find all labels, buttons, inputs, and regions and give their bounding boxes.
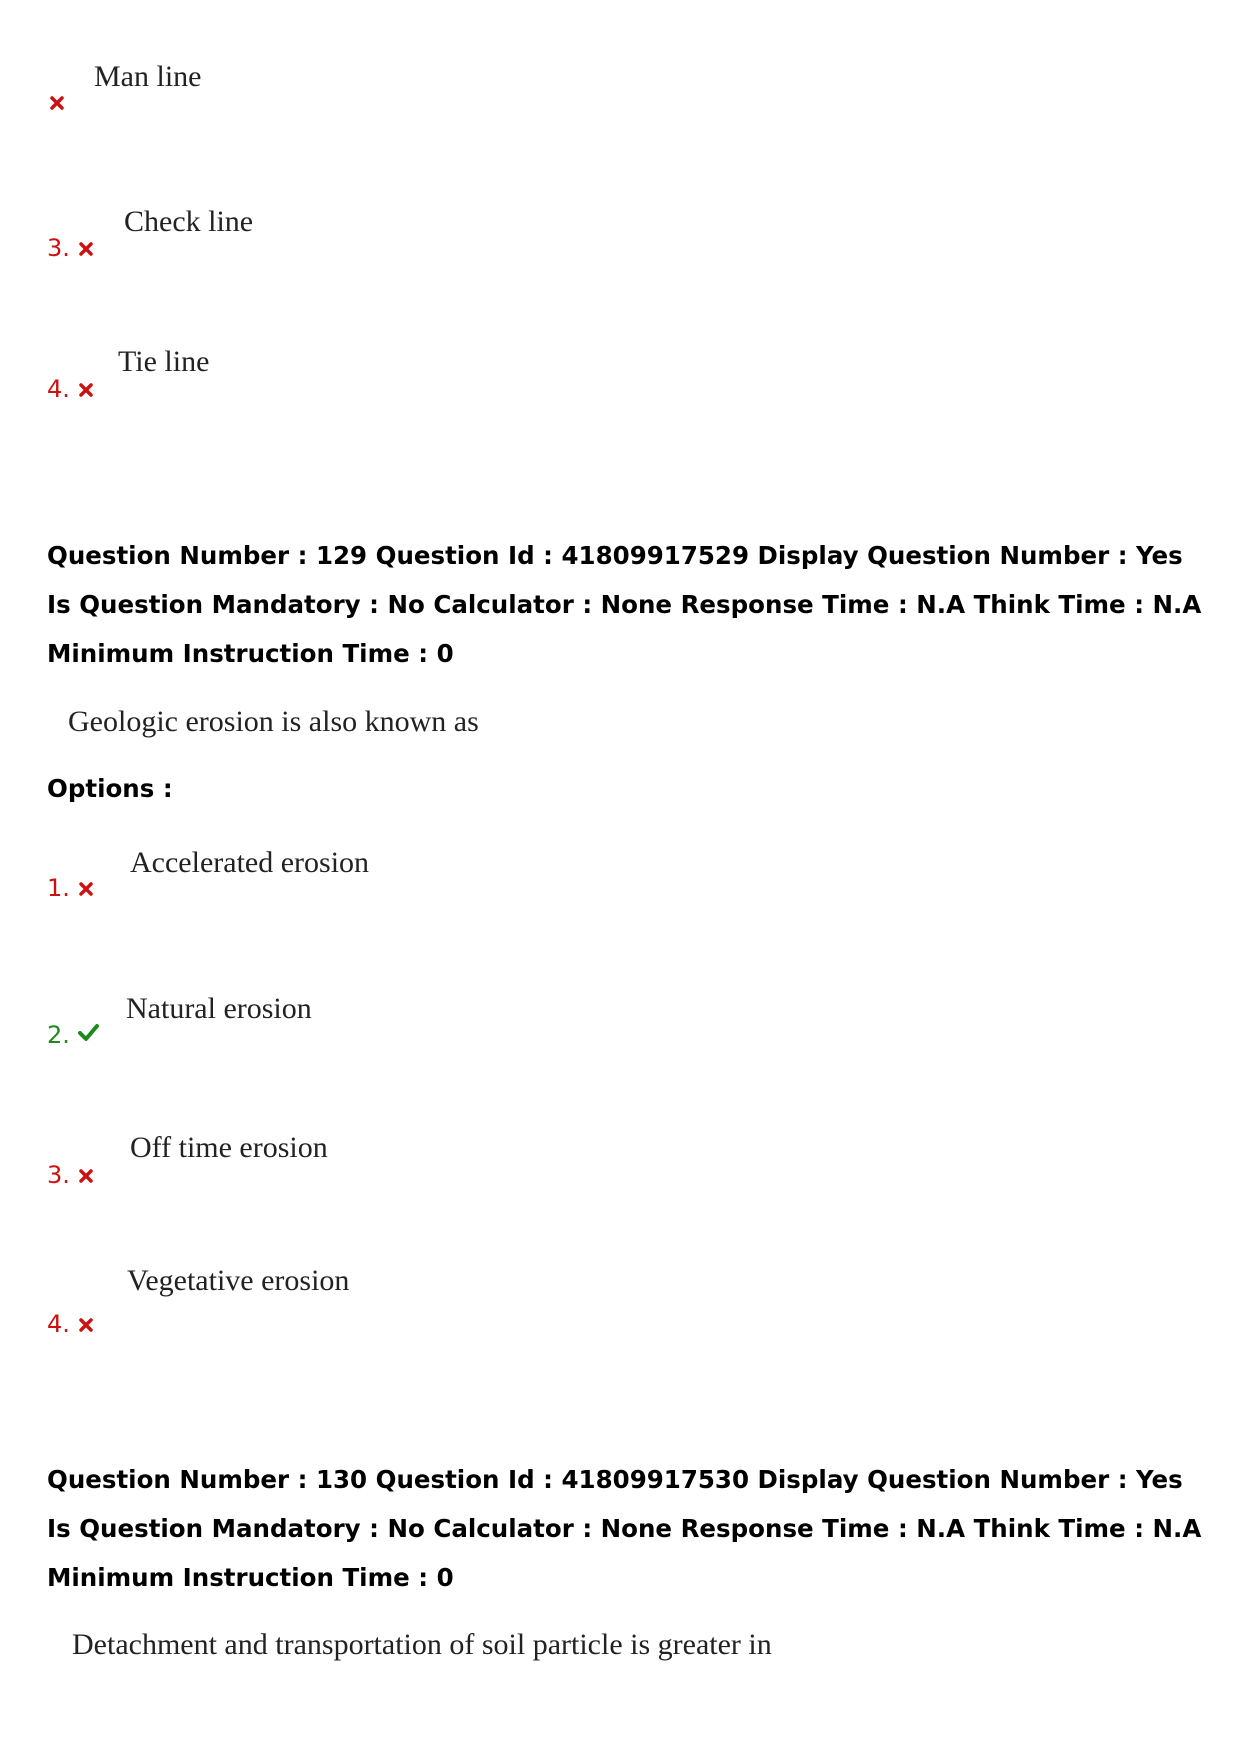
option-text: Accelerated erosion — [130, 846, 370, 879]
option-number: 1. — [47, 874, 70, 902]
option-number: 3. — [47, 1161, 70, 1189]
cross-icon — [78, 1168, 94, 1184]
option-text: Check line — [124, 205, 254, 238]
question-text: Geologic erosion is also known as — [68, 705, 479, 738]
cross-icon — [78, 241, 94, 257]
option-text: Man line — [94, 60, 202, 93]
option-number: 3. — [47, 234, 70, 262]
cross-icon — [78, 1317, 94, 1333]
cross-icon — [78, 382, 94, 398]
option-text: Off time erosion — [130, 1131, 328, 1164]
question-meta: Question Number : 130 Question Id : 41809917530 Display Question Number : Yes Is Question Mandatory : No Calculator : None Response Time : N.A Think Time : N.A Minimum Instruction Time : 0 — [47, 1465, 1202, 1592]
option-text: Natural erosion — [126, 992, 312, 1025]
cross-icon — [78, 881, 94, 897]
question-text: Detachment and transportation of soil particle is greater in — [72, 1628, 772, 1661]
option-text: Tie line — [118, 345, 210, 378]
options-label: Options : — [47, 774, 173, 803]
option-number: 2. — [47, 1021, 70, 1049]
check-icon — [77, 1021, 99, 1043]
option-text: Vegetative erosion — [127, 1264, 350, 1297]
option-number: 4. — [47, 375, 70, 403]
cross-icon — [49, 95, 65, 111]
question-meta: Question Number : 129 Question Id : 41809917529 Display Question Number : Yes Is Question Mandatory : No Calculator : None Response Time : N.A Think Time : N.A Minimum Instruction Time : 0 — [47, 541, 1202, 668]
option-number: 4. — [47, 1310, 70, 1338]
